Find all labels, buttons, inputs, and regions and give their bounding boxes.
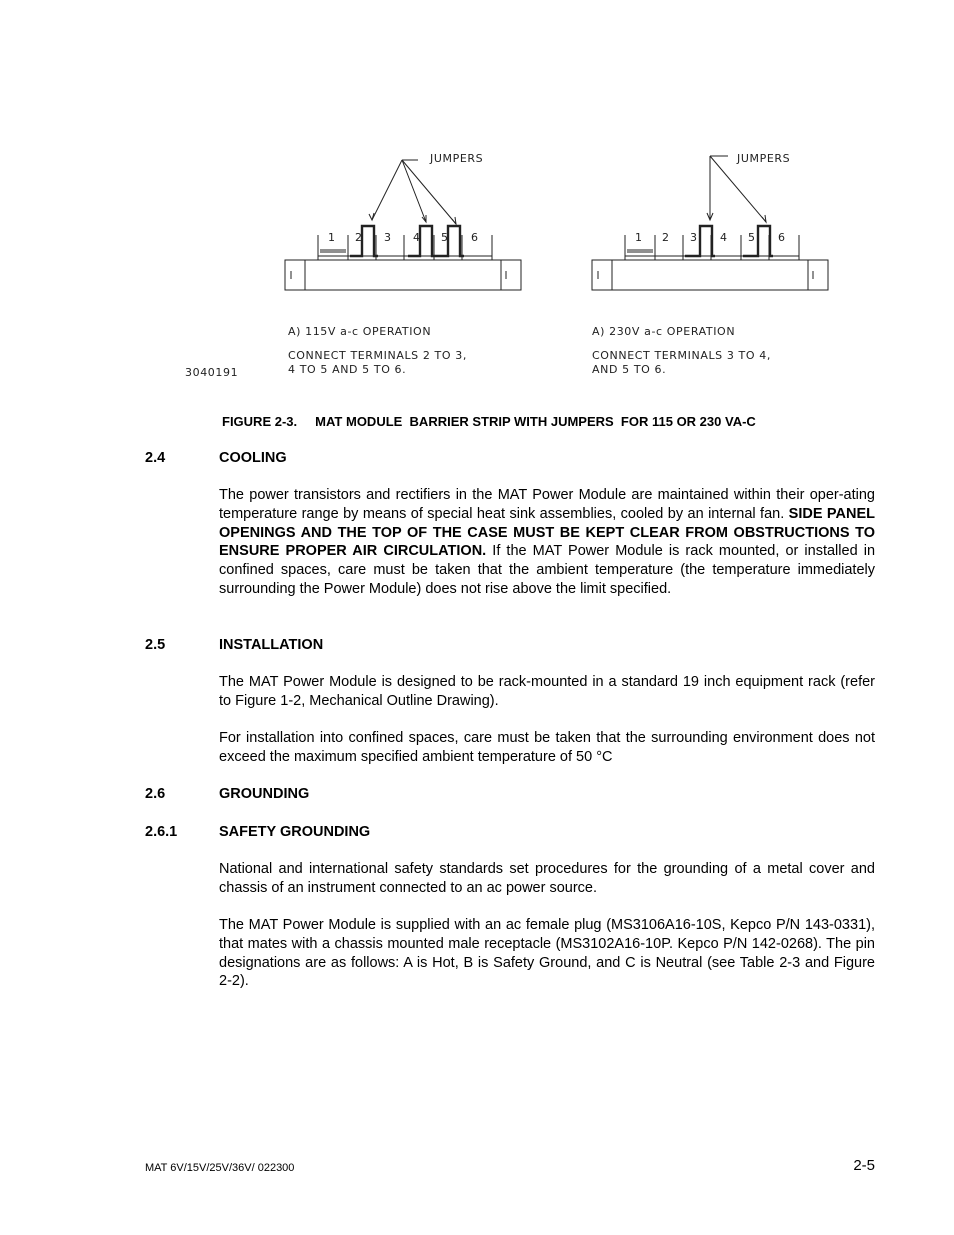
right-terminal-1: 1: [635, 231, 643, 244]
left-terminal-1: 1: [328, 231, 336, 244]
safety-grounding-paragraph-2: The MAT Power Module is supplied with an ac female plug (MS3106A16-10S, Kepco P/N 143-0331), that mates with a chassis mounted male receptacle (MS3102A16-10P. Kepco P/N 142-0268). The pin designations are as follows: A is Hot, B is Safety Ground, and C is Neutral (see Table 2-3 and Figure 2-2).: [219, 917, 875, 990]
right-terminal-2: 2: [662, 231, 670, 244]
cooling-warning-text: SIDE PANEL OPENINGS AND THE TOP OF THE CASE MUST BE KEPT CLEAR FROM OBSTRUCTIONS TO ENSURE PROPER AIR CIRCULATION.: [219, 505, 875, 560]
left-connect-line-2: 4 TO 5 AND 5 TO 6.: [288, 363, 407, 376]
right-terminal-3: 3: [690, 231, 698, 244]
left-terminal-4: 4: [413, 231, 421, 244]
figure-caption: FIGURE 2-3. MAT MODULE BARRIER STRIP WITH JUMPERS FOR 115 OR 230 VA-C: [222, 414, 756, 429]
cooling-text-start: The power transistors and rectifiers in the MAT Power Module are maintained within their oper-ating temperature range by means of special heat sink assemblies, cooled by an internal fan.: [219, 487, 875, 522]
right-jumpers-label: JUMPERS: [737, 152, 791, 165]
section-number-safety-grounding: 2.6.1: [145, 824, 178, 840]
section-title-cooling: COOLING: [219, 450, 287, 466]
right-connect-line-2: AND 5 TO 6.: [592, 363, 667, 376]
cooling-paragraph: [219, 486, 875, 599]
left-terminal-6: 6: [471, 231, 479, 244]
left-barrier-strip: [285, 160, 521, 290]
right-terminal-4: 4: [720, 231, 728, 244]
installation-paragraph-2: For installation into confined spaces, care must be taken that the surrounding environment does not exceed the maximum specified ambient temperature of 50 °C: [219, 730, 875, 765]
left-jumpers-label: JUMPERS: [430, 152, 484, 165]
section-number-installation: 2.5: [145, 637, 166, 653]
left-terminal-3: 3: [384, 231, 392, 244]
section-title-grounding: GROUNDING: [219, 786, 310, 802]
barrier-strip-figure: [180, 140, 840, 390]
right-terminal-5: 5: [748, 231, 756, 244]
left-operation-label: A) 115V a-c OPERATION: [288, 325, 432, 338]
page-number: 2-5: [853, 1157, 875, 1174]
footer-model-text: MAT 6V/15V/25V/36V/ 022300: [145, 1162, 295, 1174]
section-number-cooling: 2.4: [145, 450, 166, 466]
right-connect-line-1: CONNECT TERMINALS 3 TO 4,: [592, 349, 771, 362]
right-terminal-6: 6: [778, 231, 786, 244]
cooling-text-end: If the MAT Power Module is rack mounted, or installed in confined spaces, care must be taken that the ambient temperature (the temperature immediately surrounding the Power Module) does not rise above the limit specified.: [219, 543, 876, 597]
section-title-safety-grounding: SAFETY GROUNDING: [219, 824, 371, 840]
safety-grounding-paragraph-1: National and international safety standards set procedures for the grounding of a metal cover and chassis of an instrument connected to an ac power source.: [219, 861, 875, 896]
section-number-grounding: 2.6: [145, 786, 166, 802]
installation-paragraph-1: The MAT Power Module is designed to be rack-mounted in a standard 19 inch equipment rack (refer to Figure 1-2, Mechanical Outline Drawing).: [219, 674, 875, 709]
left-terminal-5: 5: [441, 231, 449, 244]
left-connect-line-1: CONNECT TERMINALS 2 TO 3,: [288, 349, 467, 362]
right-barrier-strip: [592, 156, 828, 290]
drawing-number: 3040191: [185, 366, 239, 379]
left-terminal-2: 2: [355, 231, 363, 244]
section-title-installation: INSTALLATION: [219, 637, 324, 653]
right-operation-label: A) 230V a-c OPERATION: [592, 325, 736, 338]
